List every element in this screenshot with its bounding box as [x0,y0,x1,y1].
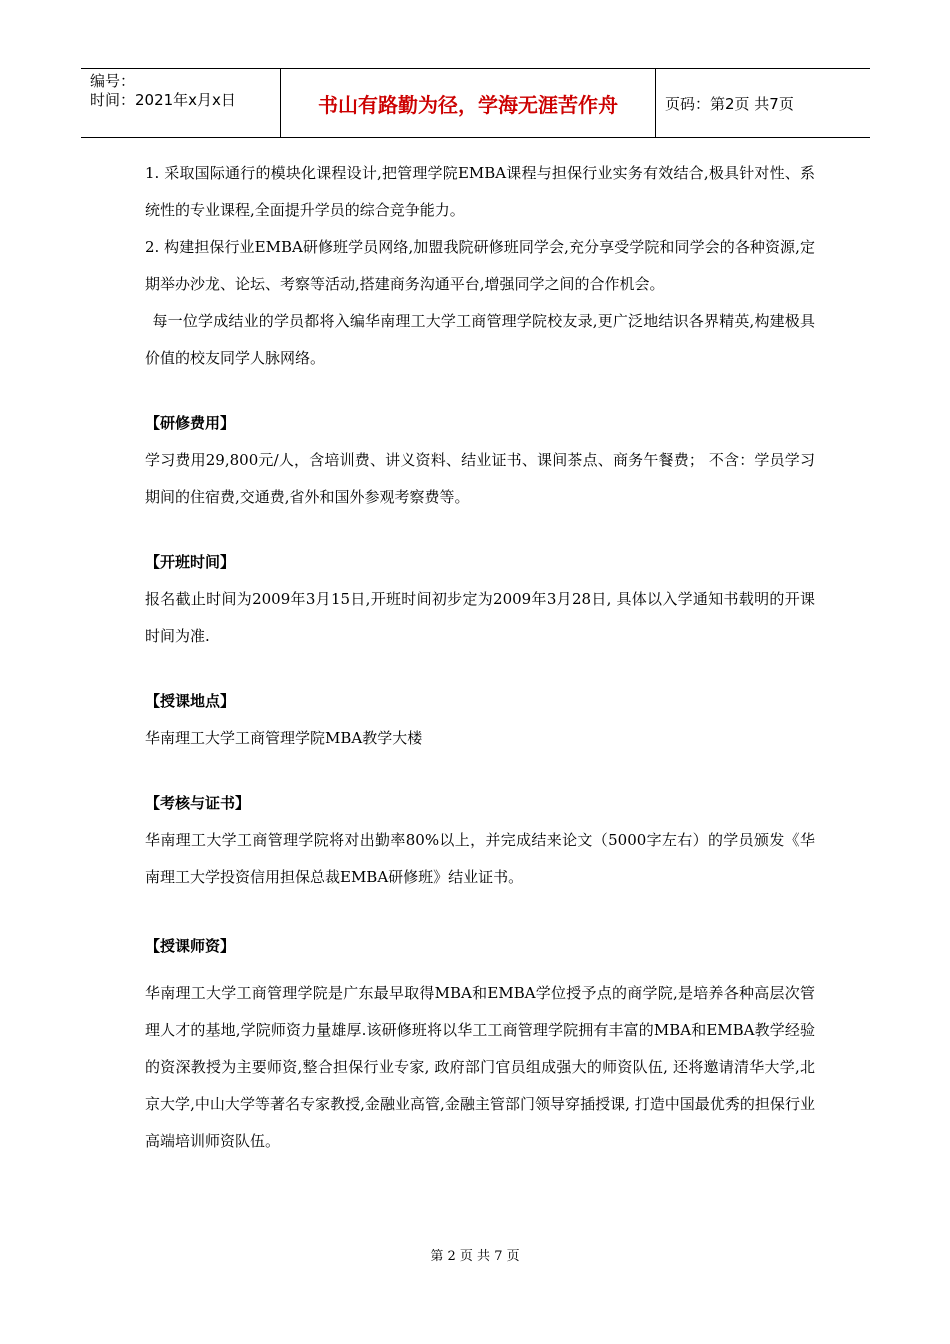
paragraph-3: 每一位学成结业的学员都将入编华南理工大学工商管理学院校友录,更广泛地结识各界精英,构建极具价值的校友同学人脉网络。 [145,312,815,367]
page-footer: 第 2 页 共 7 页 [430,1249,520,1264]
place-text: 华南理工大学工商管理学院MBA教学大楼 [145,729,423,747]
header-left-cell [90,72,236,110]
section-heading-start: 【开班时间】 [145,553,236,571]
start-text: 报名截止时间为2009年3月15日,开班时间初步定为2009年3月28日, 具体以入学通知书载明的开课时间为准. [145,590,815,645]
cert-text: 华南理工大学工商管理学院将对出勤率80%以上，并完成结来论文（5000字左右）的学员颁发《华南理工大学投资信用担保总裁EMBA研修班》结业证书。 [145,831,815,886]
paragraph-1: 1. 采取国际通行的模块化课程设计,把管理学院EMBA课程与担保行业实务有效结合,极具针对性、系统性的专业课程,全面提升学员的综合竞争能力。 [145,164,815,219]
header-motto: 书山有路勤为径，学海无涯苦作舟 [318,92,618,117]
header-page-info: 页码：第2页 共7页 [665,94,794,113]
faculty-text: 华南理工大学工商管理学院是广东最早取得MBA和EMBA学位授予点的商学院,是培养各种高层次管理人才的基地,学院师资力量雄厚.该研修班将以华工工商管理学院拥有丰富的MBA和EMBA教学经验的资深教授为主要师资,整合担保行业专家, 政府部门官员组成强大的师资队伍, 还将邀请清华大学,北京大学,中山大学等著名专家教授,金融业高管,金融主管部门领导穿插授课, 打造中国最优秀的担保行业高端培训师资队伍。 [145,984,815,1150]
section-heading-cert: 【考核与证书】 [145,794,251,812]
fee-text: 学习费用29,800元/人，含培训费、讲义资料、结业证书、课间茶点、商务午餐费； 不含：学员学习期间的住宿费,交通费,省外和国外参观考察费等。 [145,451,815,506]
page-header [81,68,870,138]
document-body [145,155,815,1160]
time-label: 时间：2021年x月x日 [90,91,236,109]
section-heading-fee: 【研修费用】 [145,414,236,432]
section-heading-faculty: 【授课师资】 [145,937,236,955]
number-label: 编号： [90,72,136,90]
paragraph-2: 2. 构建担保行业EMBA研修班学员网络,加盟我院研修班同学会,充分享受学院和同学会的各种资源,定期举办沙龙、论坛、考察等活动,搭建商务沟通平台,增强同学之间的合作机会。 [145,238,815,293]
header-divider [655,69,656,137]
section-heading-place: 【授课地点】 [145,692,236,710]
